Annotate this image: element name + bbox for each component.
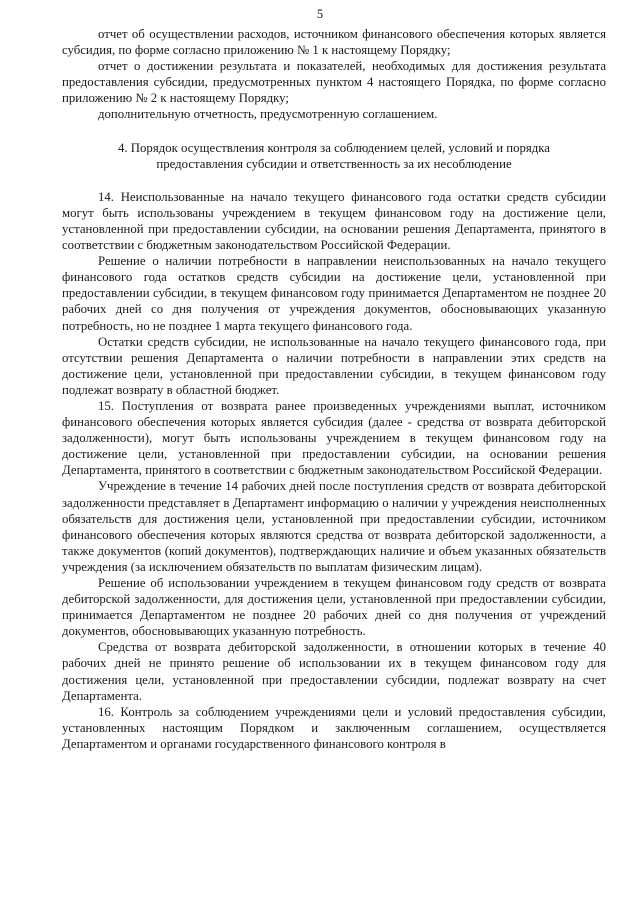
paragraph-institution-information: Учреждение в течение 14 рабочих дней после поступления средств от возврата дебиторской задолженности представляет в Департамент информацию о наличии у учреждения неисполненных обязательств для достижения цели, установленной при предоставлении субсидии, источником финансового обеспечения которых являются средства от возврата дебиторской задолженности, а также документов (копий документов), подтверждающих наличие и объем указанных обязательств учреждения (за исключением обязательств по выплатам физическим лицам). (62, 479, 606, 574)
paragraph-funds-return: Средства от возврата дебиторской задолженности, в отношении которых в течение 40 рабочих дней не принято решение об использовании их в текущем финансовом году для достижения цели, установленной при предоставлении субсидии, подлежат возврату на счет Департамента. (62, 640, 606, 703)
paragraph-item-15: 15. Поступления от возврата ранее произведенных учреждениями выплат, источником финансового обеспечения которых является субсидия (далее - средства от возврата дебиторской задолженности), могут быть использованы учреждением в текущем финансовом году на достижение цели, установленной при предоставлении субсидии, на основании решения Департамента, принятого в соответствии с бюджетным законодательством Российской Федерации. (62, 398, 606, 478)
paragraph-item-14: 14. Неиспользованные на начало текущего финансового года остатки средств субсидии могут быть использованы учреждением в текущем финансовом году на достижение цели, установленной при предоставлении субсидии, на основании решения Департамента, принятого в соответствии с бюджетным законодательством Российской Федерации. (62, 189, 606, 253)
paragraph-additional-reporting: дополнительную отчетность, предусмотренную соглашением. (98, 107, 438, 122)
section-heading: 4. Порядок осуществления контроля за соблюдением целей, условий и порядка предоставления субсидии и ответственность за их несоблюдение (118, 140, 550, 171)
paragraph-report-results: отчет о достижении результата и показателей, необходимых для достижения результата предоставления субсидии, предусмотренных пунктом 4 настоящего Порядка, по форме согласно приложению № 2 к настоящему Порядку; (62, 59, 606, 106)
page-number: 5 (316, 7, 324, 21)
paragraph-remaining-funds: Остатки средств субсидии, не использованные на начало текущего финансового года, при отсутствии решения Департамента о наличии потребности в направлении этих средств на достижение цели, установленной при предоставлении субсидии, в текущем финансовом году подлежат возврату в областной бюджет. (62, 334, 606, 397)
document-body (62, 26, 606, 752)
paragraph-item-16: 16. Контроль за соблюдением учреждениями цели и условий предоставления субсидии, установленных настоящим Порядком и заключенным соглашением, осуществляется Департаментом и органами государственного финансового контроля в (62, 704, 606, 751)
paragraph-decision-usage: Решение об использовании учреждением в текущем финансовом году средств от возврата дебиторской задолженности, для достижения цели, установленной при предоставлении субсидии, принимается Департаментом не позднее 20 рабочих дней со дня получения от учреждений документов, обосновывающих указанную потребность. (62, 576, 606, 639)
paragraph-decision-need: Решение о наличии потребности в направлении неиспользованных на начало текущего финансового года остатков средств субсидии на достижение цели, установленной при предоставлении субсидии, в текущем финансовом году принимается Департаментом не позднее 20 рабочих дней со дня получения от учреждения документов, обосновывающих указанную потребность, но не позднее 1 марта текущего финансового года. (62, 254, 606, 333)
paragraph-report-expenses: отчет об осуществлении расходов, источником финансового обеспечения которых является субсидия, по форме согласно приложению № 1 к настоящему Порядку; (62, 27, 606, 58)
